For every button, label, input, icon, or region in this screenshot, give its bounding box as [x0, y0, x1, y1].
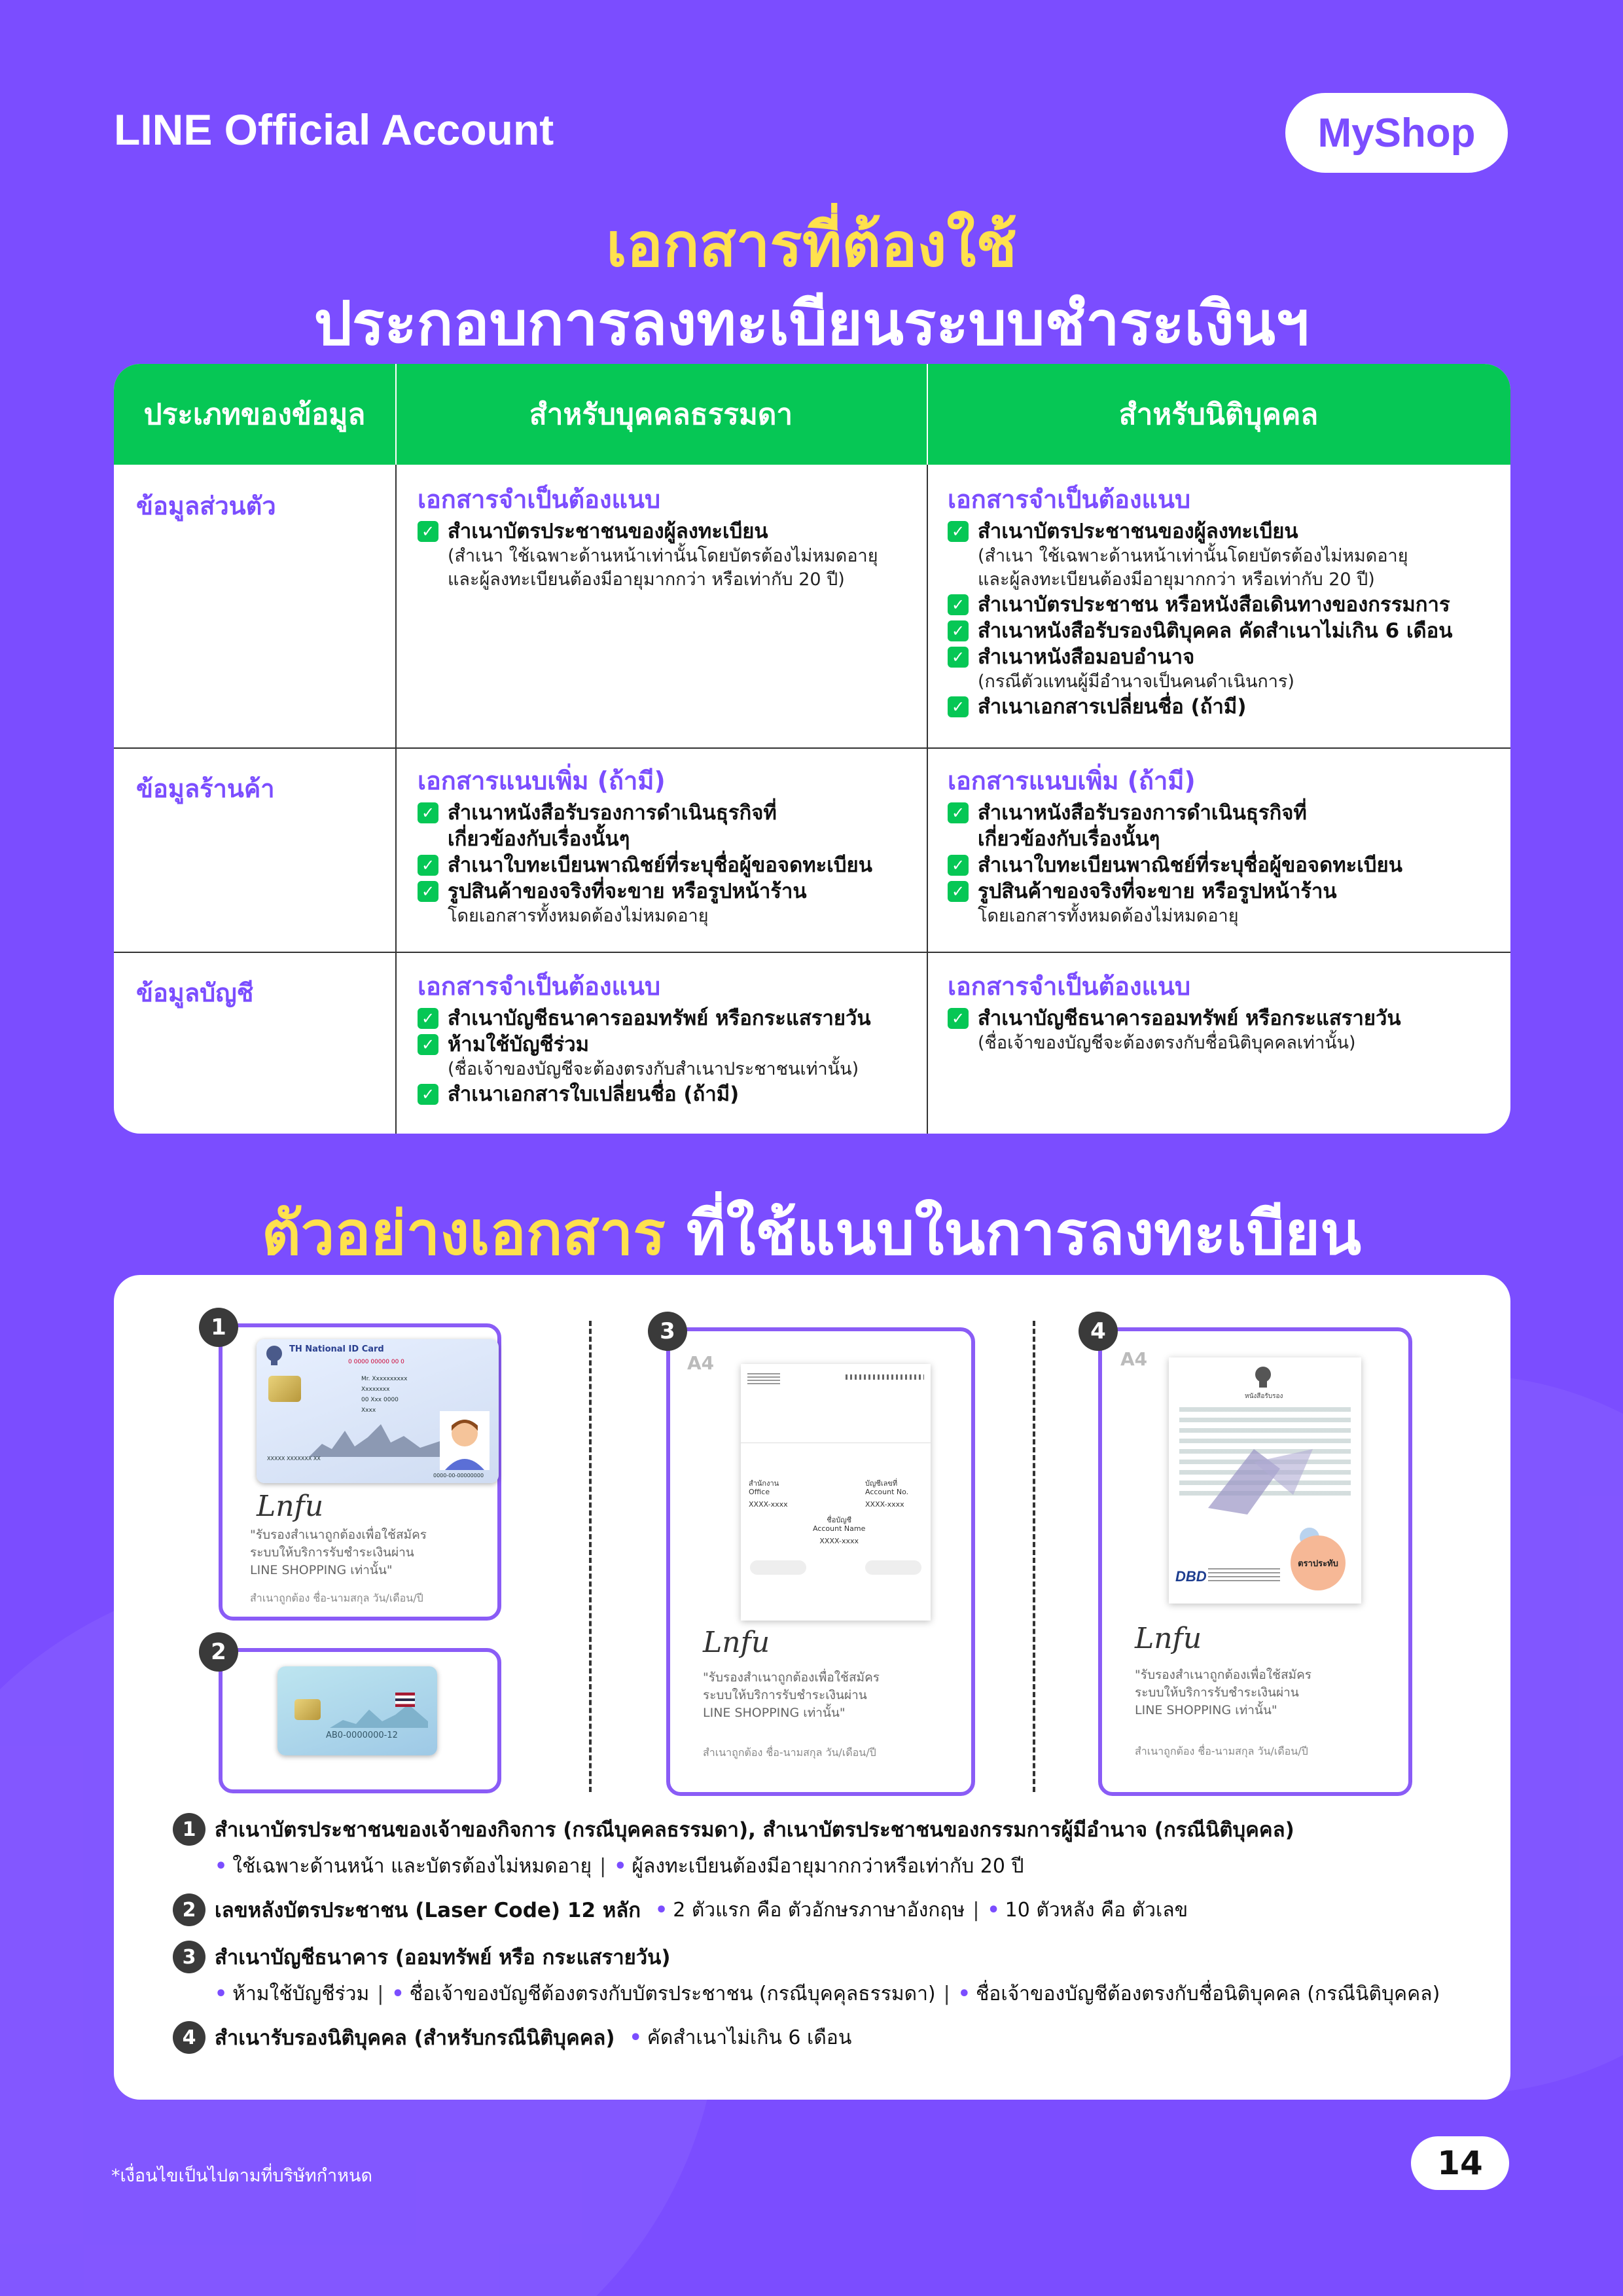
- badge-4: 4: [1079, 1312, 1118, 1351]
- garuda-icon: [263, 1343, 285, 1368]
- legend-number: 4: [173, 2021, 205, 2054]
- list-item: ✓ สำเนาบัตรประชาชน หรือหนังสือเดินทางของกรรมการ: [948, 592, 1504, 618]
- list-item: ✓ สำเนาใบทะเบียนพาณิชย์ที่ระบุชื่อผู้ขอจดทะเบียน: [948, 852, 1504, 878]
- barcode-icon: [846, 1374, 924, 1380]
- examples-legend: [173, 1813, 1475, 2059]
- id-name: Mr. Xxxxxxxxxx: [361, 1376, 408, 1382]
- bank-book-sheet: [741, 1364, 931, 1621]
- dashed-divider: [1033, 1321, 1035, 1792]
- divider: [395, 465, 397, 1134]
- check-icon: ✓: [948, 802, 969, 823]
- certificate-sheet: [1169, 1357, 1361, 1604]
- sign-line: สำเนาถูกต้อง ชื่อ-นามสกุล วัน/เดือน/ปี: [1135, 1745, 1308, 1757]
- list-item: ✓ สำเนาบัตรประชาชนของผู้ลงทะเบียน: [948, 518, 1504, 545]
- document-lines: [747, 1373, 780, 1386]
- divider: [927, 364, 928, 465]
- row-label-account: ข้อมูลบัญชี: [136, 978, 254, 1007]
- legend-number: 3: [173, 1941, 205, 1973]
- dashed-divider: [589, 1321, 592, 1792]
- item-note: (สำเนา ใช้เฉพาะด้านหน้าเท่านั้นโดยบัตรต้องไม่หมดอายุ: [448, 546, 878, 566]
- check-icon: ✓: [948, 881, 969, 902]
- cell-personal-juristic: [948, 483, 1504, 720]
- signature: Lnfu: [257, 1490, 324, 1523]
- check-icon: ✓: [418, 1034, 438, 1055]
- id-last-name: Xxxxxxxx: [361, 1386, 390, 1393]
- item-note: (ชื่อเจ้าของบัญชีจะต้องตรงกับชื่อนิติบุคคลเท่านั้น): [978, 1033, 1356, 1053]
- check-icon: ✓: [418, 855, 438, 876]
- cell-subtitle: เอกสารจำเป็นต้องแนบ: [948, 972, 1191, 1001]
- person-photo-icon: [440, 1411, 490, 1470]
- signature: Lnfu: [703, 1626, 770, 1659]
- divider: [114, 952, 1510, 953]
- documents-table: [114, 364, 1510, 1134]
- office-field: สำนักงาน Office XXXX-xxxx: [749, 1479, 788, 1509]
- chip-icon: [268, 1376, 301, 1402]
- id-card-image: [257, 1339, 499, 1483]
- cell-subtitle: เอกสารแนบเพิ่ม (ถ้ามี): [948, 766, 1196, 795]
- paper-size-label: A4: [687, 1352, 715, 1374]
- header-juristic: สำหรับนิติบุคคล: [1118, 398, 1319, 431]
- list-item: ✓ สำเนาหนังสือรับรองนิติบุคคล คัดสำเนาไม่เกิน 6 เดือน: [948, 618, 1504, 644]
- page-number: 14: [1411, 2136, 1509, 2190]
- id-number: 0 0000 00000 00 0: [348, 1359, 404, 1365]
- list-item: ✓ สำเนาบัญชีธนาคารออมทรัพย์ หรือกระแสรายวัน: [948, 1005, 1504, 1031]
- id-barcode-text: XXXXX XXXXXXX XX: [267, 1456, 321, 1462]
- id-dob: 00 Xxx 0000: [361, 1397, 399, 1403]
- row-label-shop: ข้อมูลร้านค้า: [136, 774, 275, 803]
- list-item: ✓ รูปสินค้าของจริงที่จะขาย หรือรูปหน้าร้าน: [948, 878, 1504, 905]
- check-icon: ✓: [418, 521, 438, 542]
- list-item: ✓ สำเนาหนังสือรับรองการดำเนินธุรกิจที่: [418, 800, 915, 826]
- legend-item-1-details: • ใช้เฉพาะด้านหน้า และบัตรต้องไม่หมดอายุ | • ผู้ลงทะเบียนต้องมีอายุมากกว่าหรือเท่ากับ 20 ปี: [215, 1855, 1024, 1878]
- row-label-personal: ข้อมูลส่วนตัว: [136, 492, 276, 520]
- dbd-logo: DBD: [1175, 1568, 1207, 1585]
- examples-title-highlight: ตัวอย่างเอกสาร: [262, 1198, 666, 1268]
- legend-item-4: 4 สำเนารับรองนิติบุคคล (สำหรับกรณีนิติบุคคล) • คัดสำเนาไม่เกิน 6 เดือน: [173, 2021, 1475, 2054]
- id-religion: Xxxx: [361, 1407, 376, 1414]
- cell-subtitle: เอกสารจำเป็นต้องแนบ: [418, 485, 661, 514]
- examples-panel: [114, 1275, 1510, 2100]
- laser-code: AB0-0000000-12: [326, 1731, 398, 1740]
- item-note: และผู้ลงทะเบียนต้องมีอายุมากกว่า หรือเท่ากับ 20 ปี): [448, 569, 845, 590]
- footnote: *เงื่อนไขเป็นไปตามที่บริษัทกำหนด: [111, 2166, 372, 2186]
- header-type: ประเภทของข้อมูล: [143, 398, 366, 431]
- check-icon: ✓: [418, 802, 438, 823]
- cell-shop-individual: [418, 764, 915, 928]
- header-individual: สำหรับบุคคลธรรมดา: [529, 398, 793, 431]
- list-item: ✓ สำเนาเอกสารเปลี่ยนชื่อ (ถ้ามี): [948, 694, 1504, 720]
- check-icon: ✓: [948, 696, 969, 717]
- placeholder-pill: [750, 1560, 806, 1575]
- legend-item-3: 3 สำเนาบัญชีธนาคาร (ออมทรัพย์ หรือ กระแสรายวัน): [173, 1941, 1475, 1973]
- check-icon: ✓: [948, 521, 969, 542]
- item-note: และผู้ลงทะเบียนต้องมีอายุมากกว่า หรือเท่ากับ 20 ปี): [978, 569, 1375, 590]
- divider: [395, 364, 397, 465]
- check-icon: ✓: [948, 1008, 969, 1029]
- list-item: ✓ สำเนาบัญชีธนาคารออมทรัพย์ หรือกระแสรายวัน: [418, 1005, 915, 1031]
- check-icon: ✓: [418, 1008, 438, 1029]
- sign-line: สำเนาถูกต้อง ชื่อ-นามสกุล วัน/เดือน/ปี: [703, 1746, 876, 1759]
- item-note: (กรณีตัวแทนผู้มีอำนาจเป็นคนดำเนินการ): [978, 672, 1294, 692]
- list-item: ✓ รูปสินค้าของจริงที่จะขาย หรือรูปหน้าร้าน: [418, 878, 915, 905]
- item-continuation: เกี่ยวข้องกับเรื่องนั้นๆ: [448, 827, 630, 851]
- divider: [114, 747, 1510, 749]
- thai-flag-icon: [395, 1693, 415, 1707]
- temple-illustration: [309, 1418, 440, 1457]
- certify-text: "รับรองสำเนาถูกต้องเพื่อใช้สมัคร ระบบให้บริการรับชำระเงินผ่าน LINE SHOPPING เท่านั้น": [1135, 1668, 1311, 1717]
- company-stamp: ตราประทับ: [1291, 1535, 1346, 1590]
- back-card-image: [277, 1666, 437, 1755]
- legend-item-3-details: • ห้ามใช้บัญชีร่วม | • ชื่อเจ้าของบัญชีต้องตรงกับบัตรประชาชน (กรณีบุคคุลธรรมดา) | • ชื่อเจ้าของบัญชีต้องตรงกับชื่อนิติบุคคล (กรณีนิติบุคคล): [215, 1982, 1440, 2005]
- garuda-icon: [1250, 1364, 1276, 1390]
- cell-subtitle: เอกสารจำเป็นต้องแนบ: [948, 485, 1191, 514]
- cell-subtitle: เอกสารแนบเพิ่ม (ถ้ามี): [418, 766, 666, 795]
- legend-item-2: 2 เลขหลังบัตรประชาชน (Laser Code) 12 หลัก • 2 ตัวแรก คือ ตัวอักษรภาษาอังกฤษ | • 10 ตัวหลัง คือ ตัวเลข: [173, 1893, 1475, 1926]
- paper-size-label: A4: [1120, 1348, 1148, 1370]
- watermark-stamp-icon: [1195, 1436, 1326, 1521]
- list-item: ✓ สำเนาบัตรประชาชนของผู้ลงทะเบียน: [418, 518, 915, 545]
- badge-2: 2: [199, 1632, 238, 1672]
- list-item: ✓ สำเนาเอกสารใบเปลี่ยนชื่อ (ถ้ามี): [418, 1081, 915, 1107]
- certificate-header: หนังสือรับรอง: [1245, 1393, 1283, 1400]
- check-icon: ✓: [948, 647, 969, 668]
- table-header: [114, 364, 1510, 465]
- signature: Lnfu: [1135, 1622, 1202, 1655]
- chip-icon: [294, 1699, 321, 1720]
- myshop-logo: MyShop: [1285, 93, 1508, 173]
- item-note: โดยเอกสารทั้งหมดต้องไม่หมดอายุ: [978, 906, 1239, 926]
- brand-title: LINE Official Account: [114, 105, 554, 154]
- id-card-title: TH National ID Card: [289, 1344, 384, 1354]
- item-continuation: เกี่ยวข้องกับเรื่องนั้นๆ: [978, 827, 1160, 851]
- certify-text: "รับรองสำเนาถูกต้องเพื่อใช้สมัคร ระบบให้บริการรับชำระเงินผ่าน LINE SHOPPING เท่านั้น": [703, 1670, 880, 1720]
- cell-account-individual: [418, 970, 915, 1107]
- account-name-field: ชื่อบัญชี Account Name XXXX-xxxx: [813, 1516, 866, 1545]
- check-icon: ✓: [418, 1084, 438, 1105]
- item-note: (ชื่อเจ้าของบัญชีจะต้องตรงกับสำเนาประชาชนเท่านั้น): [448, 1059, 859, 1079]
- placeholder-pill: [865, 1560, 921, 1575]
- document-lines: [1208, 1568, 1280, 1584]
- divider: [927, 465, 928, 1134]
- badge-3: 3: [648, 1312, 687, 1351]
- page-title: เอกสารที่ต้องใช้: [606, 210, 1017, 280]
- badge-1: 1: [199, 1308, 238, 1347]
- id-footer: 0000-00-00000000: [433, 1473, 484, 1479]
- sign-line: สำเนาถูกต้อง ชื่อ-นามสกุล วัน/เดือน/ปี: [250, 1592, 423, 1604]
- check-icon: ✓: [948, 855, 969, 876]
- list-item: ✓ สำเนาใบทะเบียนพาณิชย์ที่ระบุชื่อผู้ขอจดทะเบียน: [418, 852, 915, 878]
- cell-personal-individual: [418, 483, 915, 592]
- item-note: โดยเอกสารทั้งหมดต้องไม่หมดอายุ: [448, 906, 709, 926]
- check-icon: ✓: [948, 620, 969, 641]
- list-item: ✓ ห้ามใช้บัญชีร่วม: [418, 1031, 915, 1058]
- cell-account-juristic: [948, 970, 1504, 1055]
- list-item: ✓ สำเนาหนังสือรับรองการดำเนินธุรกิจที่: [948, 800, 1504, 826]
- account-number-field: บัญชีเลขที่ Account No. XXXX-xxxx: [865, 1479, 909, 1509]
- item-note: (สำเนา ใช้เฉพาะด้านหน้าเท่านั้นโดยบัตรต้องไม่หมดอายุ: [978, 546, 1408, 566]
- examples-title-rest: ที่ใช้แนบในการลงทะเบียน: [686, 1198, 1361, 1268]
- page-subtitle: ประกอบการลงทะเบียนระบบชำระเงินฯ: [313, 289, 1310, 359]
- certify-text: "รับรองสำเนาถูกต้องเพื่อใช้สมัคร ระบบให้บริการรับชำระเงินผ่าน LINE SHOPPING เท่านั้น": [250, 1528, 427, 1577]
- check-icon: ✓: [418, 881, 438, 902]
- list-item: ✓ สำเนาหนังสือมอบอำนาจ: [948, 644, 1504, 670]
- cell-subtitle: เอกสารจำเป็นต้องแนบ: [418, 972, 661, 1001]
- cell-shop-juristic: [948, 764, 1504, 928]
- examples-title: [0, 1185, 1623, 1281]
- legend-item-1: 1 สำเนาบัตรประชาชนของเจ้าของกิจการ (กรณีบุคคลธรรมดา), สำเนาบัตรประชาชนของกรรมการผู้มีอำนาจ (กรณีนิติบุคคล): [173, 1813, 1475, 1846]
- legend-number: 2: [173, 1893, 205, 1926]
- check-icon: ✓: [948, 594, 969, 615]
- legend-number: 1: [173, 1813, 205, 1846]
